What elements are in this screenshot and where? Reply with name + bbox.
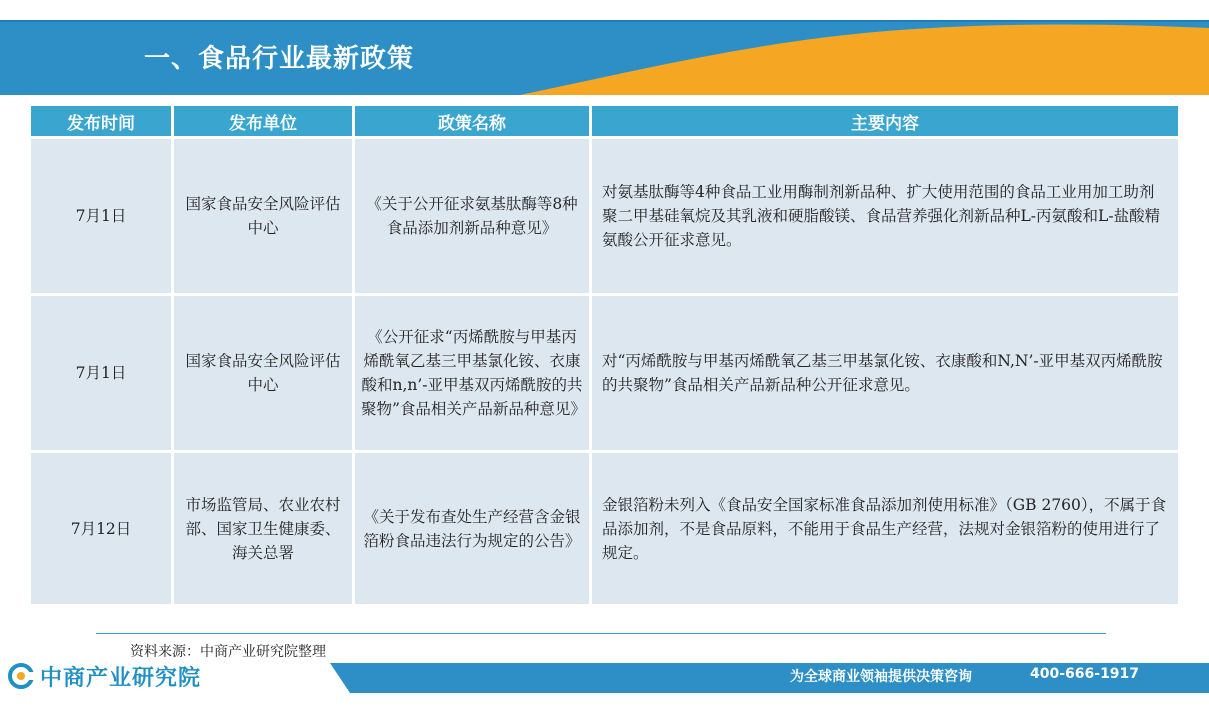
page-title: 一、食品行业最新政策 [144,44,415,74]
cell-policy-name: 《关于发布查处生产经营含金银箔粉食品违法行为规定的公告》 [355,453,589,604]
header-unit: 发布单位 [174,106,352,136]
policy-table [28,103,1181,607]
table-row [31,139,1178,293]
cell-date: 7月1日 [31,139,171,293]
cell-policy-name: 《公开征求“丙烯酰胺与甲基丙烯酰氧乙基三甲基氯化铵、衣康酸和n,n’-亚甲基双丙烯酰胺的共聚物”食品相关产品新品种意见》 [355,296,589,450]
cell-date: 7月12日 [31,453,171,604]
cell-date: 7月1日 [31,296,171,450]
header-date: 发布时间 [31,106,171,136]
cell-unit: 国家食品安全风险评估中心 [174,139,352,293]
header-banner [0,0,1209,95]
cell-unit: 国家食品安全风险评估中心 [174,296,352,450]
logo-icon [8,663,34,689]
table-header-row [31,106,1178,136]
cell-content: 对氨基肽酶等4种食品工业用酶制剂新品种、扩大使用范围的食品工业用加工助剂聚二甲基硅氧烷及其乳液和硬脂酸镁、食品营养强化剂新品种L-丙氨酸和L-盐酸精氨酸公开征求意见。 [592,139,1178,293]
footer-slogan: 为全球商业领袖提供决策咨询 [790,669,972,685]
footer-divider [96,633,1106,634]
cell-unit: 市场监管局、农业农村部、国家卫生健康委、海关总署 [174,453,352,604]
cell-content: 金银箔粉未列入《食品安全国家标准食品添加剂使用标准》（GB 2760），不属于食品添加剂，不是食品原料，不能用于食品生产经营，法规对金银箔粉的使用进行了规定。 [592,453,1178,604]
logo-text: 中商产业研究院 [40,665,202,691]
footer-hotline: 400-666-1917 [1030,666,1140,682]
header-content: 主要内容 [592,106,1178,136]
table-row [31,453,1178,604]
cell-content: 对“丙烯酰胺与甲基丙烯酰氧乙基三甲基氯化铵、衣康酸和N,N’-亚甲基双丙烯酰胺的共聚物”食品相关产品新品种公开征求意见。 [592,296,1178,450]
table-row [31,296,1178,450]
company-logo [8,661,201,691]
source-note: 资料来源：中商产业研究院整理 [130,644,326,660]
cell-policy-name: 《关于公开征求氨基肽酶等8种食品添加剂新品种意见》 [355,139,589,293]
header-policy-name: 政策名称 [355,106,589,136]
